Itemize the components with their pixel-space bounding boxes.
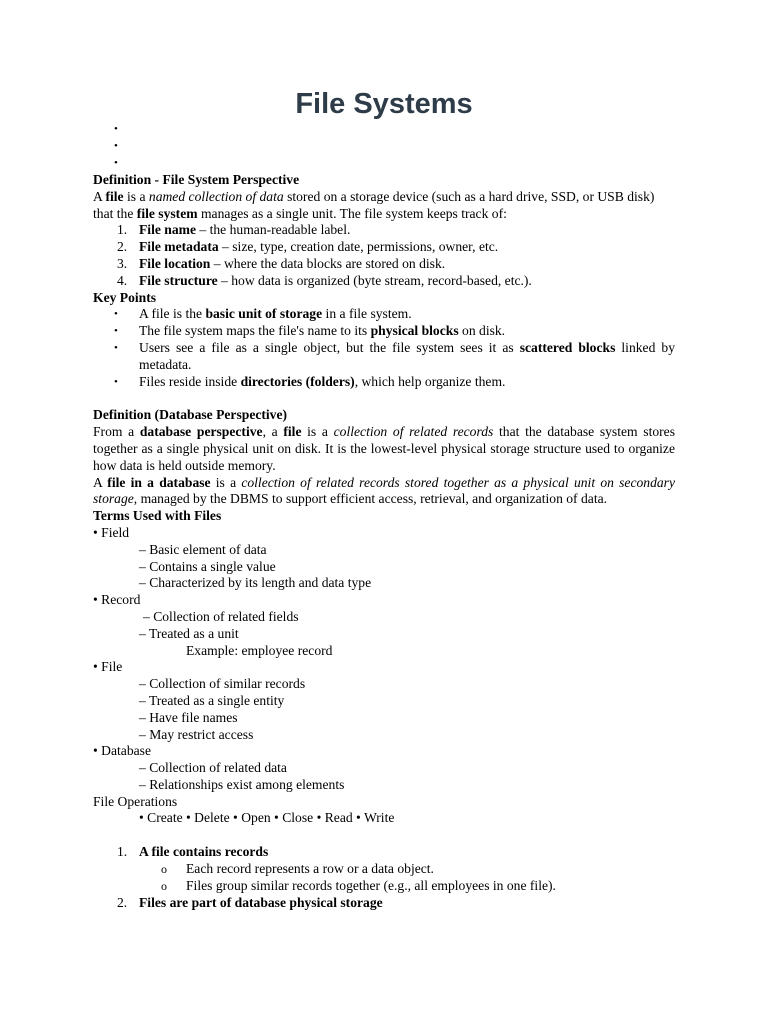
term-line: – Collection of similar records — [139, 676, 306, 692]
list-item: 2. File metadata – size, type, creation date, permissions, owner, etc. — [117, 239, 499, 255]
list-item: 4. File structure – how data is organized (byte stream, record-based, etc.). — [117, 272, 532, 288]
term-file: • File — [93, 659, 123, 675]
final-list-cont — [93, 895, 675, 912]
fs-definition-paragraph: A file is a named collection of data stored on a storage device (such as a hard drive, SSD, or USB disk) that the file system manages as a single unit. The file system keeps track of: — [93, 188, 655, 221]
db-definition-paragraph: From a database perspective, a file is a collection of related records that the database system stores together as a single physical unit on disk. It is the lowest-level physical storage structure used to organize how data is held outside memory. — [93, 424, 675, 473]
list-item: 1. File name – the human-readable label. — [117, 222, 351, 238]
db-definition-heading: Definition (Database Perspective) — [93, 407, 288, 423]
key-points-list — [93, 306, 675, 390]
key-points-heading: Key Points — [93, 289, 157, 305]
list-item: • Files reside inside directories (folders), which help organize them. — [93, 374, 675, 391]
list-item: • A file is the basic unit of storage in a file system. — [93, 306, 675, 323]
term-line: – Contains a single value — [139, 558, 276, 574]
list-item: • Users see a file as a single object, but the file system sees it as scattered blocks linked by metadata. — [93, 340, 675, 374]
list-item: 1. A file contains records — [117, 844, 269, 860]
sub-item: o Files group similar records together (e.g., all employees in one file). — [161, 877, 556, 893]
term-line: – Treated as a unit — [139, 625, 239, 641]
list-item: 2. Files are part of database physical storage — [117, 894, 383, 910]
term-field: • Field — [93, 524, 130, 540]
term-example: Example: employee record — [186, 642, 333, 658]
db-file-paragraph: A file in a database is a collection of related records stored together as a physical unit on secondary storage, managed by the DBMS to support efficient access, retrieval, and organization of data. — [93, 474, 676, 507]
fs-tracked-list — [93, 222, 675, 289]
list-item: • The file system maps the file's name to its physical blocks on disk. — [93, 323, 675, 340]
term-line: – May restrict access — [139, 726, 254, 742]
sub-item: o Each record represents a row or a data object. — [161, 861, 434, 877]
page-title: File Systems — [295, 88, 473, 120]
file-operations-label: File Operations — [93, 793, 178, 809]
sub-list — [93, 861, 675, 895]
term-line: – Basic element of data — [139, 541, 267, 557]
file-operations-list: • Create • Delete • Open • Close • Read • Write — [139, 810, 395, 826]
empty-bullets — [93, 121, 675, 172]
term-record: • Record — [93, 592, 141, 608]
empty-bullet — [93, 155, 675, 172]
term-line: – Collection of related fields — [143, 608, 299, 624]
term-line: – Characterized by its length and data type — [139, 575, 372, 591]
fs-definition-heading: Definition - File System Perspective — [93, 172, 300, 187]
empty-bullet — [93, 138, 675, 155]
term-line: – Have file names — [139, 709, 238, 725]
terms-heading: Terms Used with Files — [93, 508, 222, 524]
term-line: – Collection of related data — [139, 760, 287, 776]
term-line: – Treated as a single entity — [139, 692, 285, 708]
empty-bullet — [93, 121, 675, 138]
final-list — [93, 844, 675, 861]
term-database: • Database — [93, 743, 151, 759]
term-line: – Relationships exist among elements — [139, 776, 345, 792]
list-item: 3. File location – where the data blocks are stored on disk. — [117, 255, 446, 271]
